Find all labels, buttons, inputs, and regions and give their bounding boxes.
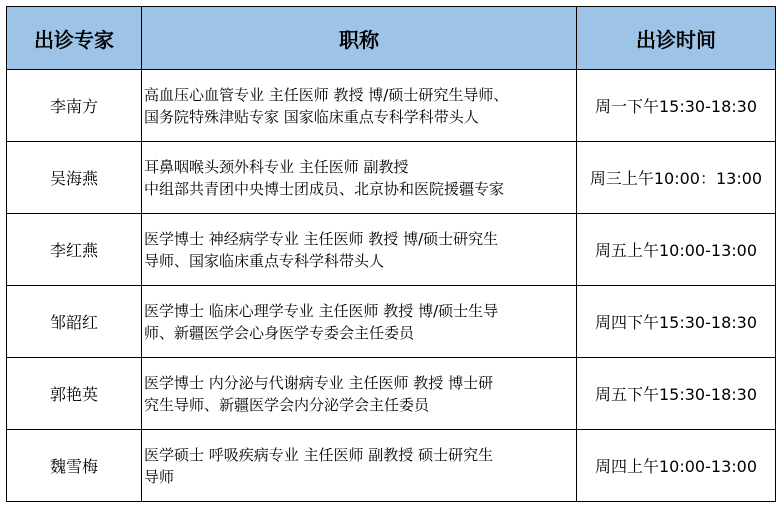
title-line: 国务院特殊津贴专家 国家临床重点专科学科带头人 [144,107,479,126]
clinic-time: 周五下午15:30-18:30 [577,358,776,430]
clinic-time: 周五上午10:00-13:00 [577,214,776,286]
doctor-title [142,430,577,502]
header-row [7,7,776,70]
table-row [7,70,776,142]
doctor-title [142,70,577,142]
header-title: 职称 [142,7,577,70]
doctor-name: 李南方 [7,70,142,142]
title-line: 耳鼻咽喉头颈外科专业 主任医师 副教授 [144,157,409,176]
doctor-title [142,286,577,358]
clinic-time: 周四上午10:00-13:00 [577,430,776,502]
doctor-title [142,358,577,430]
doctor-title [142,142,577,214]
table-row [7,286,776,358]
clinic-time: 周三上午10:00：13:00 [577,142,776,214]
title-line: 究生导师、新疆医学会内分泌学会主任委员 [144,395,430,414]
table-row [7,214,776,286]
clinic-time: 周四下午15:30-18:30 [577,286,776,358]
header-doctor: 出诊专家 [7,7,142,70]
clinic-time: 周一下午15:30-18:30 [577,70,776,142]
title-line: 导师、国家临床重点专科学科带头人 [144,251,385,270]
header-time: 出诊时间 [577,7,776,70]
table-row [7,142,776,214]
doctor-name: 李红燕 [7,214,142,286]
doctor-name: 郭艳英 [7,358,142,430]
title-line: 医学博士 内分泌与代谢病专业 主任医师 教授 博士研 [144,373,494,392]
table-row [7,358,776,430]
title-line: 高血压心血管专业 主任医师 教授 博/硕士研究生导师、 [144,85,509,104]
doctor-title [142,214,577,286]
doctor-name: 邹韶红 [7,286,142,358]
title-line: 中组部共青团中央博士团成员、北京协和医院援疆专家 [144,179,505,198]
clinic-schedule-table [6,6,776,502]
doctor-name: 魏雪梅 [7,430,142,502]
title-line: 医学博士 神经病学专业 主任医师 教授 博/硕士研究生 [144,229,499,248]
table-row [7,430,776,502]
doctor-name: 吴海燕 [7,142,142,214]
title-line: 师、新疆医学会心身医学专委会主任委员 [144,323,415,342]
title-line: 导师 [144,467,175,486]
title-line: 医学硕士 呼吸疾病专业 主任医师 副教授 硕士研究生 [144,445,494,464]
title-line: 医学博士 临床心理学专业 主任医师 教授 博/硕士生导 [144,301,499,320]
